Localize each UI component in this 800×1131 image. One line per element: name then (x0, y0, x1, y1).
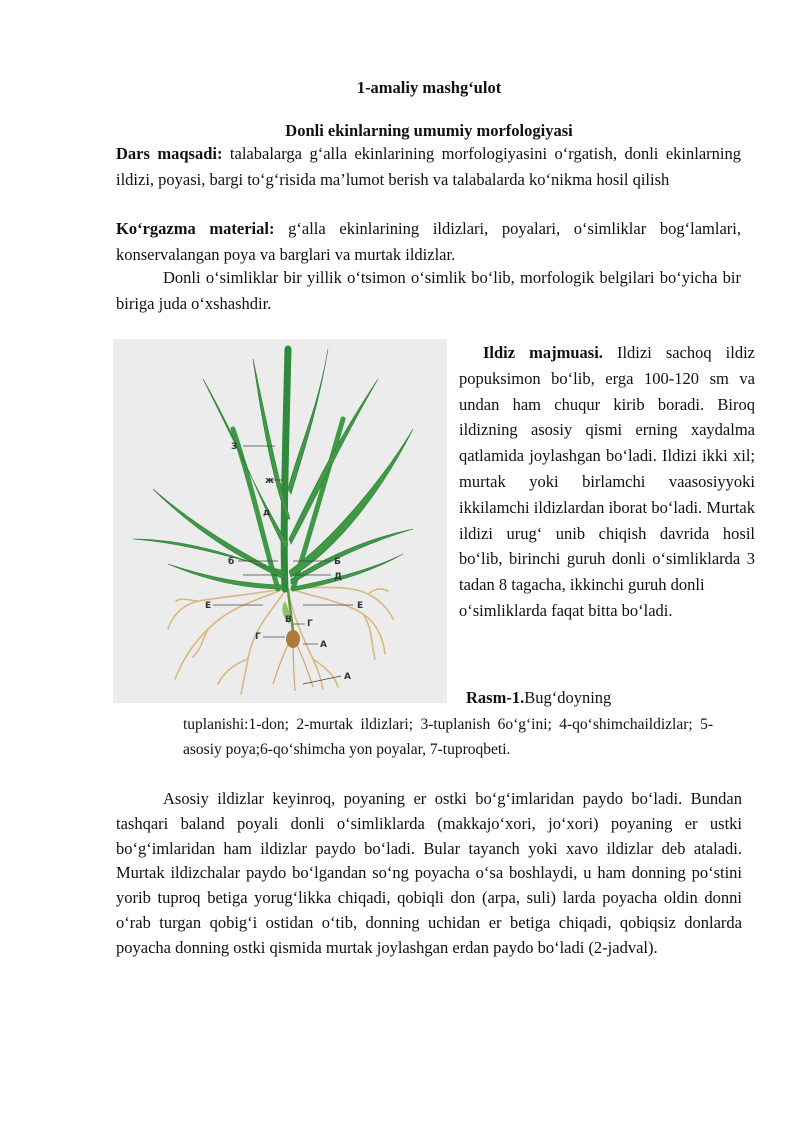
material-text: g‘alla ekinlarining ildizlari, poyalari, o‘simliklar bog‘lamlari, konservalangan poya va barglari va murtak ildizlar. (116, 219, 741, 264)
figure-label: А (344, 672, 351, 682)
intro-paragraph: Donli o‘simliklar bir yillik o‘tsimon o‘simlik bo‘lib, morfologik belgilari bo‘yicha bir biriga juda o‘xshashdir. (116, 268, 741, 313)
figure-label: Г (307, 619, 313, 629)
figure-label: 3 (231, 442, 238, 452)
root-section-body (459, 340, 755, 598)
material-label: Ko‘rgazma material: (116, 219, 275, 238)
wheat-plant-illustration (113, 339, 447, 703)
figure-label: Е (205, 601, 212, 611)
root-section-heading: Ildiz majmuasi. (483, 343, 603, 362)
figure-label: ж (265, 476, 274, 486)
figure-caption-label: Rasm-1. (466, 688, 525, 707)
figure-label: Е (357, 601, 364, 611)
leaves (133, 349, 413, 591)
figure-label: В (285, 615, 292, 625)
figure-label: д (263, 508, 271, 518)
lesson-goal-text: talabalarga g‘alla ekinlarining morfologiyasini o‘rgatish, donli ekinlarning ildizi, poyasi, bargi to‘g‘risida ma’lumot berish va talabalarda ko‘nikma hosil qilish (116, 144, 741, 189)
root-section-ending: o‘simliklarda faqat bitta bo‘ladi. (459, 600, 673, 620)
figure-label: Б (334, 557, 341, 567)
material-paragraph (116, 216, 741, 267)
figure-label: б (228, 557, 235, 567)
root-section-paragraph: Ildizi sachoq ildiz popuksimon bo‘lib, erga 100-120 sm va undan ham chuqur kirib boradi. Biroq ildizning asosiy qismi erning xaydalma qatlamida joylashgan bo‘ladi. Ildizi ikki xil; murtak yoki birlamchi vaasosiyyoki ikkilamchi ildizlardan iborat bo‘ladi. Murtak ildizi urug‘ unib chiqish davrida hosil bo‘lib, birinchi guruh donli o‘simliklarda 3 tadan 8 tagacha, ikkinchi guruh donli (459, 343, 755, 595)
figure-caption-head (466, 688, 611, 708)
figure-caption-text: tuplanishi:1-don; 2-murtak ildizlari; 3-tuplanish 6o‘g‘ini; 4-qo‘shimchaildizlar; 5-asosiy poya;6-qo‘shimcha yon poyalar, 7-tuproqbeti. (183, 716, 713, 758)
figure-label: А (320, 640, 327, 650)
wheat-tillering-figure (113, 339, 447, 703)
lesson-goal-paragraph (116, 141, 741, 192)
figure-label: Г (255, 632, 261, 642)
root-section-text (459, 340, 755, 624)
final-paragraph: Asosiy ildizlar keyinroq, poyaning er ostki bo‘g‘imlaridan paydo bo‘ladi. Bundan tashqari baland poyali donli o‘simliklarda (makkajo‘xori, jo‘xori) poyaning er ustki bo‘g‘imlaridan ham ildizlar paydo bo‘ladi. Bular tayanch yoki xavo ildizlar deb ataladi. Murtak ildizchalar paydo bo‘lgandan so‘ng poyacha o‘sa boshlaydi, u ham donning po‘stini yorib tuproq betiga yorug‘likka chiqadi, qobiqli don (arpa, suli) larda poyacha oldin donni o‘rab turgan qobig‘i ostidan o‘tib, donning uchidan er betiga chiqadi, qobiqsiz donlarda poyacha donning ostki qismida murtak joylashgan erdan paydo bo‘ladi (2-jadval). (116, 789, 742, 957)
page-title: 1-amaliy mashg‘ulot (356, 78, 502, 97)
figure-caption-head-text: Bug‘doyning (524, 688, 612, 707)
lesson-goal-label: Dars maqsadi: (116, 144, 223, 163)
seed-grain (286, 630, 300, 648)
figure-label: Д (334, 572, 343, 582)
page-subtitle: Donli ekinlarning umumiy morfologiyasi (285, 121, 573, 140)
